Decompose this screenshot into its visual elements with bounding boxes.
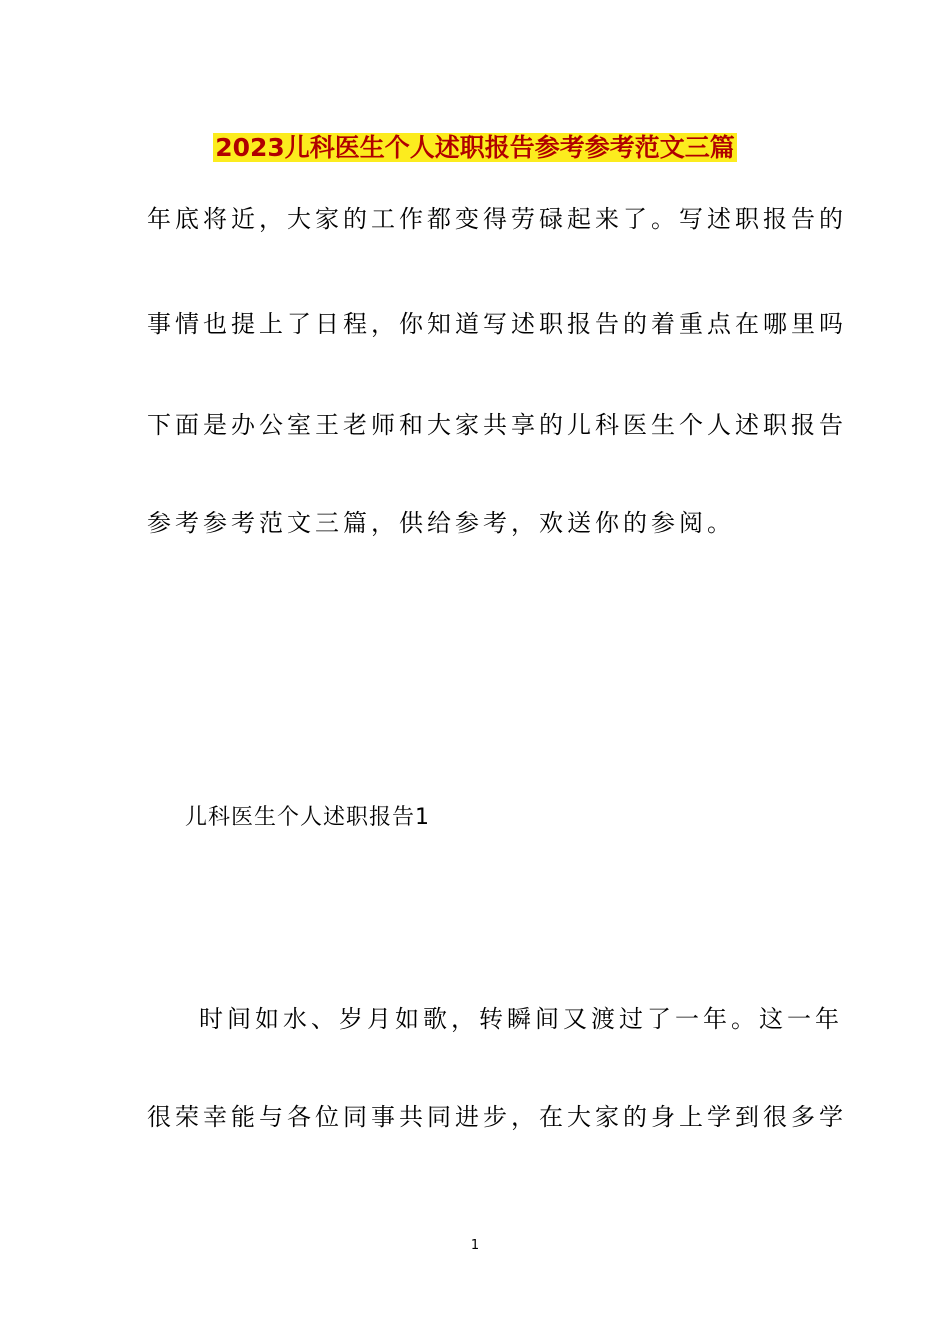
body-line-1: 时间如水、岁月如歌，转瞬间又渡过了一年。这一年 (199, 1005, 843, 1033)
intro-line-3: 下面是办公室王老师和大家共享的儿科医生个人述职报告 (147, 411, 847, 439)
page-number: 1 (470, 1238, 480, 1253)
section-heading: 儿科医生个人述职报告1 (185, 805, 430, 830)
intro-line-4: 参考参考范文三篇，供给参考，欢送你的参阅。 (147, 509, 735, 537)
document-title-text: 2023儿科医生个人述职报告参考参考范文三篇 (215, 133, 735, 162)
document-title (0, 128, 950, 168)
intro-line-1: 年底将近，大家的工作都变得劳碌起来了。写述职报告的 (147, 205, 847, 233)
body-line-2: 很荣幸能与各位同事共同进步，在大家的身上学到很多学 (147, 1103, 847, 1131)
intro-line-2: 事情也提上了日程，你知道写述职报告的着重点在哪里吗 (147, 310, 847, 338)
